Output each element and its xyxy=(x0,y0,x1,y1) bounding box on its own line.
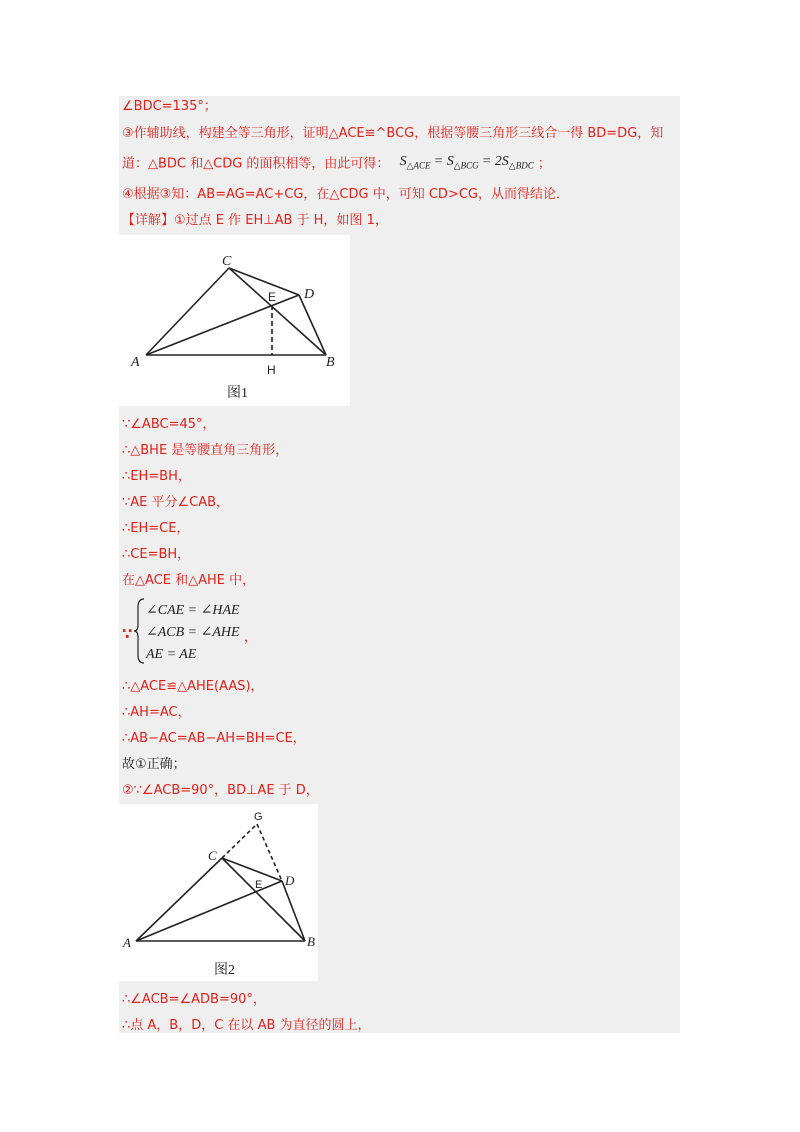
point-label-c: C xyxy=(222,254,232,269)
text-line: ∴EH=CE， xyxy=(122,521,190,536)
text-line: ∴CE=BH， xyxy=(122,547,191,562)
text-line: ∴EH=BH， xyxy=(122,469,191,484)
text-line: ∴AB−AC=AB−AH=BH=CE， xyxy=(122,731,306,746)
text-line: ∵∠ABC=45°， xyxy=(122,417,216,432)
text-line: ∴△BHE 是等腰直角三角形， xyxy=(122,443,289,458)
equation-line: AE = AE xyxy=(146,647,197,662)
point-label-d: D xyxy=(285,873,295,888)
text-line: ∠BDC=135°； xyxy=(122,99,217,114)
comma: ， xyxy=(244,630,258,645)
figure-1 xyxy=(119,235,350,406)
figure-2-caption: 图2 xyxy=(214,963,235,978)
text-line: ∴∠ACB=∠ADB=90°， xyxy=(122,992,266,1007)
point-label-e: E xyxy=(255,879,263,891)
because-symbol: ∵ xyxy=(122,625,133,643)
text-line: ③作辅助线，构建全等三角形，证明△ACE≌^BCG，根据等腰三角形三线合一得 BD=DG，知 xyxy=(122,126,664,141)
text-line: 【详解】①过点 E 作 EH⊥AB 于 H，如图 1， xyxy=(122,213,388,228)
text-line: 道：△BDC 和△CDG 的面积相等，由此可得： $S_{\triangle ACE} = S_{\triangle BCG} = 2S_{\triangle BDC}$ ； xyxy=(122,153,551,175)
point-label-c: C xyxy=(208,848,217,863)
text-line: ∴△ACE≌△AHE(AAS)， xyxy=(122,679,264,694)
point-label-h: H xyxy=(267,363,276,377)
text-line: ∴AH=AC， xyxy=(122,705,191,720)
point-label-e: E xyxy=(268,290,277,304)
point-label-d: D xyxy=(304,287,315,302)
point-label-a: A xyxy=(123,935,131,950)
figure-1-caption: 图1 xyxy=(227,386,248,401)
text-line: ∵AE 平分∠CAB， xyxy=(122,495,230,510)
figure-2 xyxy=(119,804,318,981)
equation-line: ∠CAE = ∠HAE xyxy=(146,603,240,618)
point-label-b: B xyxy=(326,355,335,370)
point-label-b: B xyxy=(307,934,315,949)
text-line: ∴点 A，B，D，C 在以 AB 为直径的圆上， xyxy=(122,1018,371,1033)
point-label-a: A xyxy=(131,355,140,370)
equation-system xyxy=(146,600,240,666)
area-formula: $S_{\triangle ACE} = S_{\triangle BCG} = 2S_{\triangle BDC}$ xyxy=(399,154,534,171)
text-line: 故①正确； xyxy=(122,757,186,772)
text-line: ④根据③知：AB=AG=AC+CG，在△CDG 中，可知 CD>CG，从而得结论． xyxy=(122,187,569,202)
text-line: 在△ACE 和△AHE 中， xyxy=(122,573,256,588)
point-label-g: G xyxy=(254,811,263,823)
text-line: ②∵∠ACB=90°，BD⊥AE 于 D， xyxy=(122,783,319,798)
equation-line: ∠ACB = ∠AHE xyxy=(146,625,240,640)
